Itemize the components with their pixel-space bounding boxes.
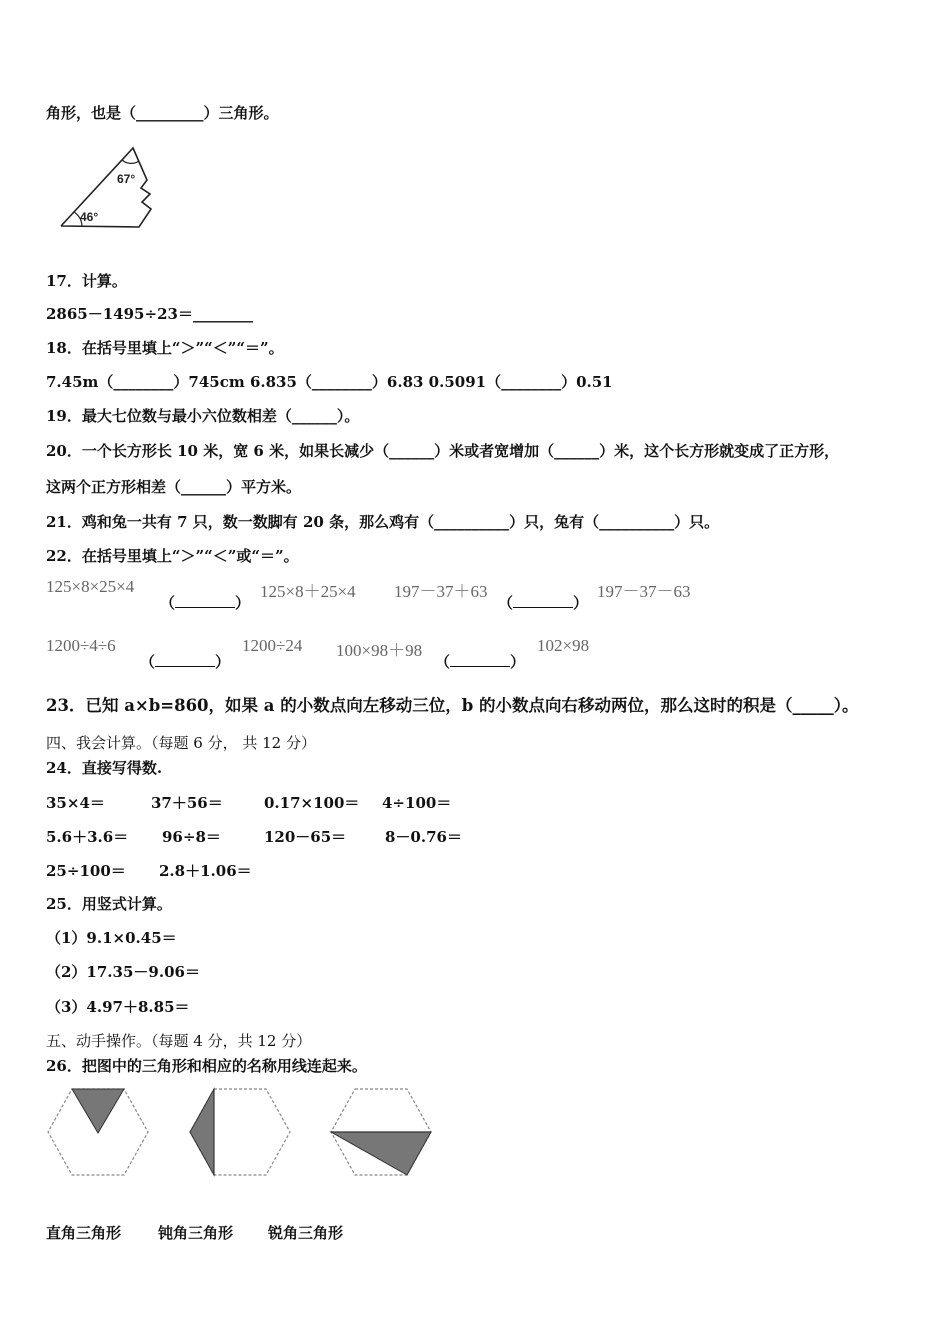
oral-item: 96÷8＝	[162, 828, 221, 846]
compare-r1b: 125×8＋25×4	[260, 582, 356, 601]
q25-title: 25．用竖式计算。	[46, 895, 172, 913]
q20-line1: 20．一个长方形长 10 米，宽 6 米，如果长减少（______）米或者宽增加（______）米，这个长方形就变成了正方形，	[46, 442, 840, 460]
oral-item: 120－65＝	[264, 828, 347, 846]
compare-paren-3[interactable]: （ ）	[140, 653, 231, 671]
oral-item: 25÷100＝	[46, 862, 126, 880]
angle-67-label: 67°	[117, 172, 136, 186]
q17-title: 17．计算。	[46, 272, 127, 290]
q24-title: 24．直接写得数.	[46, 759, 163, 777]
angle-46-label: 46°	[80, 210, 99, 224]
q17-expression: 2865－1495÷23＝________	[46, 305, 253, 323]
q21: 21．鸡和兔一共有 7 只，数一数脚有 20 条，那么鸡有（__________）只，兔有（__________）只。	[46, 513, 720, 531]
compare-r1a: 125×8×25×4	[46, 577, 135, 596]
q26-title: 26．把图中的三角形和相应的名称用线连起来。	[46, 1057, 367, 1075]
oral-item: 37＋56＝	[151, 794, 223, 812]
compare-r1c: 197－37＋63	[394, 582, 488, 601]
q18-row: 7.45m（________）745cm 6.835（________）6.83 0.5091（________）0.51	[46, 373, 613, 391]
name-right-triangle: 直角三角形	[46, 1224, 122, 1242]
oral-item: 0.17×100＝	[264, 794, 360, 812]
hexagon-figure-2	[188, 1087, 292, 1177]
q16-tail: 角形，也是（_________）三角形。	[46, 104, 279, 122]
oral-item: 4÷100＝	[382, 794, 452, 812]
section-5-title: 五、动手操作。（每题 4 分，共 12 分）	[46, 1032, 312, 1050]
name-obtuse-triangle: 钝角三角形	[158, 1224, 234, 1242]
q22-title: 22．在括号里填上“＞”“＜”或“＝”。	[46, 547, 299, 565]
compare-r2c: 100×98＋98	[336, 641, 423, 660]
hexagon-figure-1	[46, 1087, 150, 1177]
q19: 19．最大七位数与最小六位数相差（______）。	[46, 407, 360, 425]
oral-item: 35×4＝	[46, 794, 105, 812]
torn-triangle-figure	[55, 143, 155, 233]
compare-paren-4[interactable]: （ ）	[435, 653, 526, 671]
q23: 23．已知 a×b=860，如果 a 的小数点向左移动三位，b 的小数点向右移动两位，那么这时的积是（_____）。	[46, 696, 859, 715]
oral-item: 8－0.76＝	[385, 828, 462, 846]
oral-item: 2.8＋1.06＝	[159, 862, 252, 880]
hexagon-figure-3	[329, 1087, 433, 1177]
compare-r1d: 197－37－63	[597, 582, 691, 601]
oral-item: 5.6＋3.6＝	[46, 828, 129, 846]
compare-r2d: 102×98	[537, 636, 590, 655]
q20-line2: 这两个正方形相差（______）平方米。	[46, 478, 302, 496]
q25-item-1: （1）9.1×0.45＝	[46, 929, 177, 947]
compare-paren-1[interactable]: （ ）	[160, 594, 251, 612]
compare-r2b: 1200÷24	[242, 636, 303, 655]
q25-item-3: （3）4.97＋8.85＝	[46, 998, 190, 1016]
compare-paren-2[interactable]: （ ）	[498, 594, 589, 612]
section-4-title: 四、我会计算。（每题 6 分， 共 12 分）	[46, 734, 316, 752]
q25-item-2: （2）17.35－9.06＝	[46, 963, 200, 981]
q18-title: 18．在括号里填上“＞”“＜”“＝”。	[46, 339, 284, 357]
name-acute-triangle: 锐角三角形	[268, 1224, 344, 1242]
compare-r2a: 1200÷4÷6	[46, 636, 116, 655]
